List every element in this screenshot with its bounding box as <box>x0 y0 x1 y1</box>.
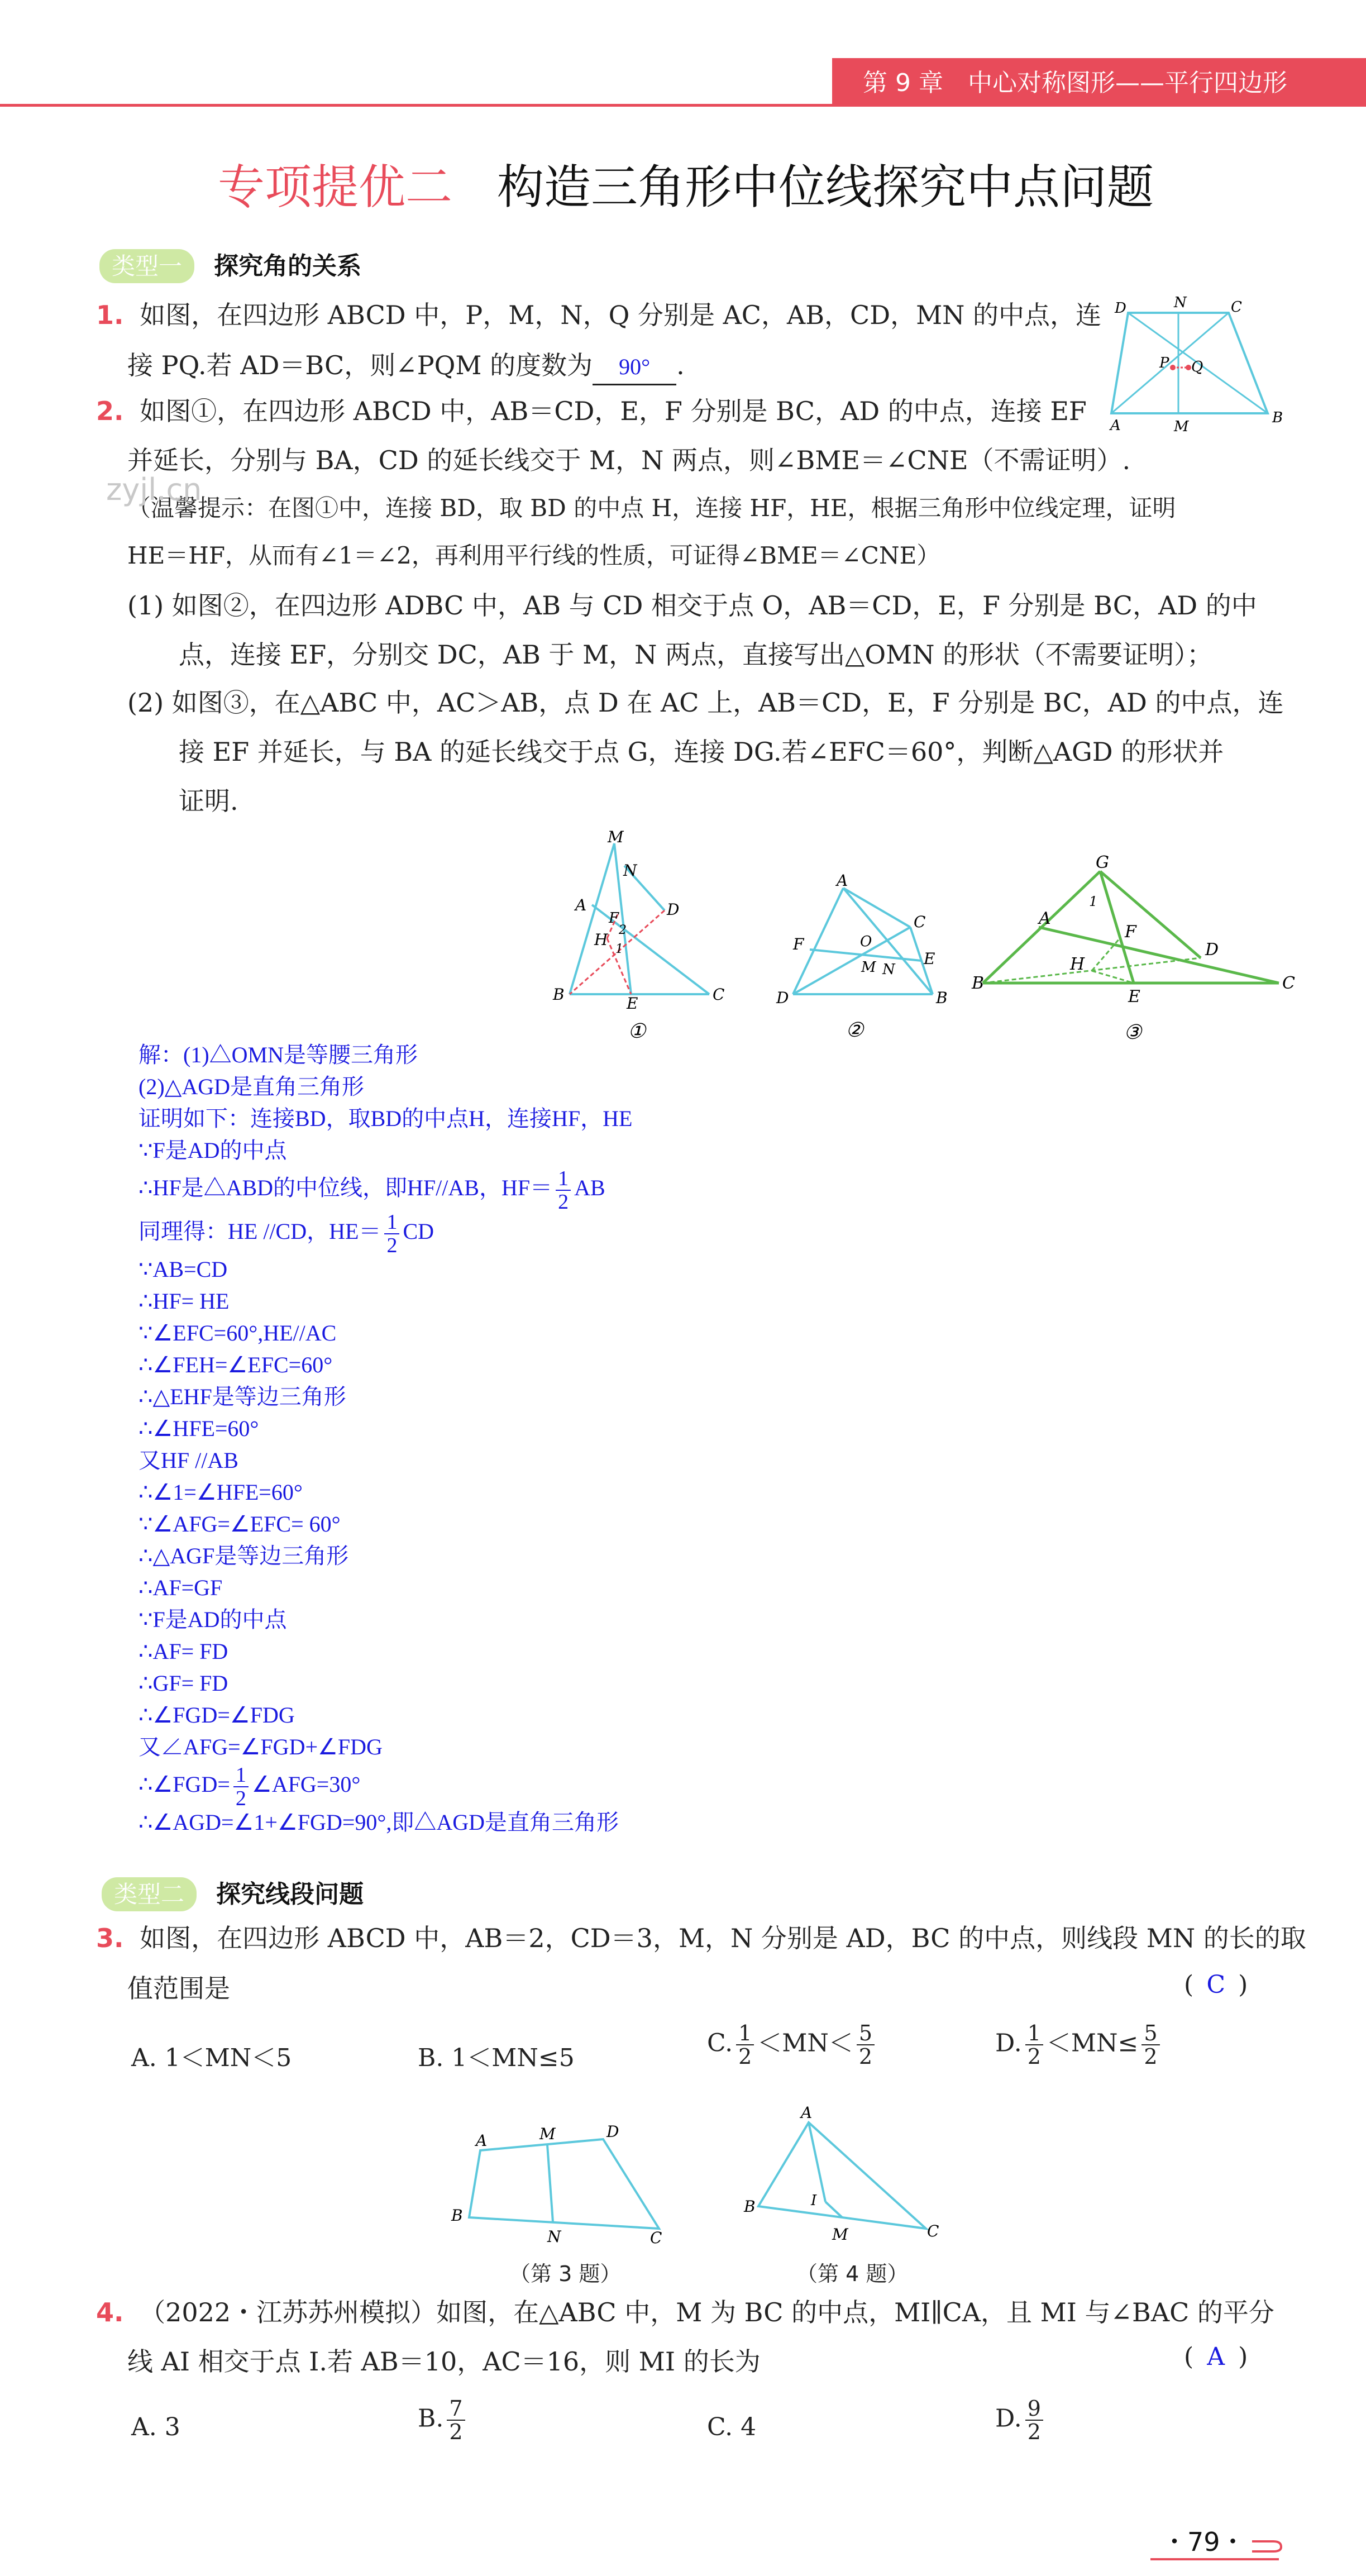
q2-figure-2 <box>776 871 961 1044</box>
solution-line: ∴∠FGD= $\frac{1}{2}$ ∠AFG=30° <box>138 1763 361 1810</box>
q2-part-1-line-1: (1) 如图②，在四边形 ADBC 中，AB 与 CD 相交于点 O，AB＝CD，E，F 分别是 BC，AD 的中 <box>127 590 1257 621</box>
svg-text:D: D <box>606 2122 619 2141</box>
svg-text:E: E <box>627 994 638 1013</box>
svg-text:D: D <box>776 989 789 1007</box>
solution-line: 证明如下：连接BD，取BD的中点H，连接HF，HE <box>138 1106 633 1131</box>
q2-part-1-line-2: 点，连接 EF，分别交 DC，AB 于 M，N 两点，直接写出△OMN 的形状（不需要证明）； <box>179 640 1213 670</box>
solution-line: ∴∠AGD=∠1+∠FGD=90°,即△AGD是直角三角形 <box>138 1810 619 1835</box>
svg-text:C: C <box>713 985 725 1004</box>
q2-figure-3 <box>972 855 1351 1044</box>
q3-figure-caption: （第 3 题） <box>509 2262 622 2286</box>
svg-text:M: M <box>1174 418 1189 435</box>
solution-line: ∴AF=GF <box>138 1575 223 1600</box>
solution-line: ∴GF= FD <box>138 1671 228 1696</box>
q4-answer-paren: ( A ) <box>1184 2343 1248 2371</box>
svg-text:F: F <box>793 935 804 953</box>
q3-answer[interactable]: C <box>1206 1971 1225 1999</box>
watermark: zyjl.cn <box>106 472 202 507</box>
svg-text:C: C <box>1231 299 1242 316</box>
svg-text:A: A <box>801 2103 813 2122</box>
q1-point-q <box>1186 365 1191 370</box>
page-corner-decoration <box>1251 2530 1284 2553</box>
solution-line: ∴∠1=∠HFE=60° <box>138 1480 303 1505</box>
svg-text:A: A <box>575 896 587 914</box>
section-1-title: 探究角的关系 <box>214 252 362 280</box>
svg-text:I: I <box>811 2192 817 2209</box>
solution-line: ∵F是AD的中点 <box>138 1607 287 1632</box>
svg-text:A: A <box>1110 417 1121 434</box>
solution-line: ∴∠FEH=∠EFC=60° <box>138 1352 333 1377</box>
chapter-title: 中心对称图形——平行四边形 <box>967 69 1287 97</box>
solution-line: 解：(1)△OMN是等腰三角形 <box>138 1042 418 1067</box>
q2-number: 2. <box>96 396 124 426</box>
q4-answer[interactable]: A <box>1207 2343 1225 2371</box>
page-number-underline <box>1150 2558 1279 2560</box>
q4-option-c[interactable]: C. 4 <box>707 2413 757 2441</box>
q3-text-1: 如图，在四边形 ABCD 中，AB＝2，CD＝3，M，N 分别是 AD，BC 的中点，则线段 MN 的长的取 <box>140 1923 1306 1953</box>
svg-text:1: 1 <box>1089 894 1098 909</box>
q4-option-d[interactable]: D. $\frac{9}{2}$ <box>995 2397 1047 2443</box>
solution-line: (2)△AGD是直角三角形 <box>138 1074 365 1099</box>
q4-line-1 <box>96 2296 1274 2329</box>
svg-text:N: N <box>623 861 637 880</box>
solution-line: ∴∠FGD=∠FDG <box>138 1702 295 1728</box>
solution-block <box>138 1039 632 1838</box>
svg-text:P: P <box>1159 355 1169 371</box>
solution-line: ∴△AGF是等边三角形 <box>138 1543 349 1568</box>
svg-text:E: E <box>924 950 935 968</box>
page-title <box>218 150 1154 217</box>
solution-line: 同理得：HE //CD，HE＝ $\frac{1}{2}$ CD <box>138 1210 434 1257</box>
svg-text:Q: Q <box>1191 359 1203 375</box>
q4-option-a[interactable]: A. 3 <box>131 2413 180 2441</box>
q2-text-1: 如图①，在四边形 ABCD 中，AB＝CD，E，F 分别是 BC，AD 的中点，连接 EF <box>140 396 1087 426</box>
q1-text-2: 接 PQ.若 AD＝BC，则∠PQM 的度数为 <box>127 350 593 380</box>
q1-diagonal-ac <box>1111 313 1229 413</box>
svg-text:B: B <box>972 974 985 993</box>
solution-line: ∵∠AFG=∠EFC= 60° <box>138 1511 341 1537</box>
svg-text:D: D <box>1115 300 1126 317</box>
q2-part-2-line-2: 接 EF 并延长，与 BA 的延长线交于点 G，连接 DG.若∠EFC＝60°，判断△AGD 的形状并 <box>179 737 1224 767</box>
q2-figure-1 <box>553 827 737 1044</box>
q2-line-1 <box>96 394 1087 428</box>
q3-option-d[interactable]: D. $\frac{1}{2}$ ＜MN≤ $\frac{5}{2}$ <box>995 2022 1163 2068</box>
section-1-tag: 类型一 <box>99 249 194 283</box>
chapter-number: 第 9 章 <box>863 69 943 97</box>
q4-figure <box>742 2100 948 2251</box>
svg-text:N: N <box>882 961 895 978</box>
q1-line-1 <box>96 298 1101 332</box>
svg-text:M: M <box>861 959 876 976</box>
fig-label-1: ① <box>628 1020 646 1043</box>
fig-label-2: ② <box>846 1019 864 1042</box>
q4-figure-caption: （第 4 题） <box>796 2262 909 2286</box>
solution-line: ∴HF是△ABD的中位线，即HF//AB，HF＝ $\frac{1}{2}$ AB <box>138 1166 605 1214</box>
svg-text:O: O <box>860 933 872 950</box>
q2-part-2-line-3: 证明. <box>179 786 238 816</box>
svg-text:B: B <box>744 2197 756 2216</box>
solution-line: ∵AB=CD <box>138 1257 228 1282</box>
q4-text-2: 线 AI 相交于点 I.若 AB＝10，AC＝16，则 MI 的长为 <box>127 2346 761 2377</box>
fig-label-3: ③ <box>1124 1021 1142 1044</box>
q1-text-end: . <box>676 350 685 380</box>
q2-hint-2: HE＝HF，从而有∠1＝∠2，再利用平行线的性质，可证得∠BME＝∠CNE） <box>127 542 940 569</box>
q1-trapezoid <box>1111 313 1268 413</box>
solution-line: 又HF //AB <box>138 1448 238 1473</box>
svg-text:C: C <box>1282 974 1295 993</box>
q3-option-a[interactable]: A. 1＜MN＜5 <box>131 2044 292 2072</box>
section-2-header <box>102 1874 364 1910</box>
q3-number: 3. <box>96 1923 124 1953</box>
solution-line: ∴AF= FD <box>138 1639 228 1664</box>
q3-answer-paren: ( C ) <box>1184 1971 1248 1999</box>
solution-line: ∴△EHF是等边三角形 <box>138 1384 346 1409</box>
q4-number: 4. <box>96 2297 124 2327</box>
svg-text:A: A <box>1039 909 1051 928</box>
title-series: 专项提优二 <box>218 160 453 214</box>
svg-text:D: D <box>667 900 680 919</box>
svg-text:G: G <box>1096 853 1109 872</box>
svg-text:F: F <box>609 910 619 927</box>
q4-option-b[interactable]: B. $\frac{7}{2}$ <box>418 2397 469 2443</box>
svg-text:M: M <box>608 828 624 846</box>
solution-line: ∵F是AD的中点 <box>138 1138 287 1163</box>
svg-text:F: F <box>1125 922 1136 942</box>
section-1-header <box>99 246 361 282</box>
chapter-header <box>863 63 1287 98</box>
section-2-tag: 类型二 <box>102 1877 197 1911</box>
q3-text-2: 值范围是 <box>127 1973 230 2003</box>
q4-text-1: （2022・江苏苏州模拟）如图，在△ABC 中，M 为 BC 的中点，MI∥CA，且 MI 与∠BAC 的平分 <box>140 2297 1274 2327</box>
svg-text:B: B <box>1272 409 1283 426</box>
svg-text:2: 2 <box>619 923 627 937</box>
q1-point-p <box>1170 365 1176 370</box>
svg-text:E: E <box>1128 987 1140 1006</box>
svg-text:N: N <box>547 2227 561 2246</box>
q3-figure <box>447 2117 681 2251</box>
section-2-title: 探究线段问题 <box>216 1880 364 1909</box>
svg-text:D: D <box>1205 940 1219 960</box>
q1-answer-blank[interactable]: 90° <box>593 350 676 385</box>
solution-line: ∵∠EFC=60°,HE//AC <box>138 1320 337 1346</box>
q2-hint-1: （温馨提示：在图①中，连接 BD，取 BD 的中点 H，连接 HF，HE，根据三角形中位线定理，证明 <box>127 494 1176 522</box>
solution-line: ∴HF= HE <box>138 1289 230 1314</box>
svg-text:C: C <box>914 913 926 931</box>
solution-line: ∴∠HFE=60° <box>138 1416 259 1441</box>
svg-text:B: B <box>553 985 565 1004</box>
q3-line-1 <box>96 1921 1306 1955</box>
svg-text:C: C <box>927 2222 939 2240</box>
q1-number: 1. <box>96 300 124 330</box>
q1-text-1: 如图，在四边形 ABCD 中，P，M，N，Q 分别是 AC，AB，CD，MN 的中点，连 <box>140 300 1102 330</box>
svg-text:B: B <box>936 989 948 1007</box>
svg-text:A: A <box>837 871 848 890</box>
title-topic: 构造三角形中位线探究中点问题 <box>497 160 1154 214</box>
q3-option-b[interactable]: B. 1＜MN≤5 <box>418 2044 575 2072</box>
svg-text:C: C <box>650 2229 662 2247</box>
svg-text:N: N <box>1174 294 1187 311</box>
svg-text:A: A <box>476 2131 488 2150</box>
page-number: ・79・ <box>1162 2527 1246 2557</box>
q1-figure <box>1111 296 1290 436</box>
header-rule <box>0 104 1366 107</box>
q3-option-c[interactable]: C. $\frac{1}{2}$ ＜MN＜ $\frac{5}{2}$ <box>707 2022 878 2068</box>
q2-text-2: 并延长，分别与 BA，CD 的延长线交于 M，N 两点，则∠BME＝∠CNE（不需证明）. <box>127 445 1131 475</box>
solution-line: 又∠AFG=∠FGD+∠FDG <box>138 1734 383 1759</box>
q2-part-2-line-1: (2) 如图③，在△ABC 中，AC＞AB，点 D 在 AC 上，AB＝CD，E，F 分别是 BC，AD 的中点，连 <box>127 688 1284 718</box>
svg-text:H: H <box>594 931 608 949</box>
svg-text:B: B <box>451 2206 463 2225</box>
svg-text:M: M <box>832 2225 848 2244</box>
svg-text:1: 1 <box>615 942 623 956</box>
q1-line-2 <box>127 349 685 385</box>
svg-text:H: H <box>1070 955 1085 974</box>
svg-text:M: M <box>539 2125 556 2143</box>
